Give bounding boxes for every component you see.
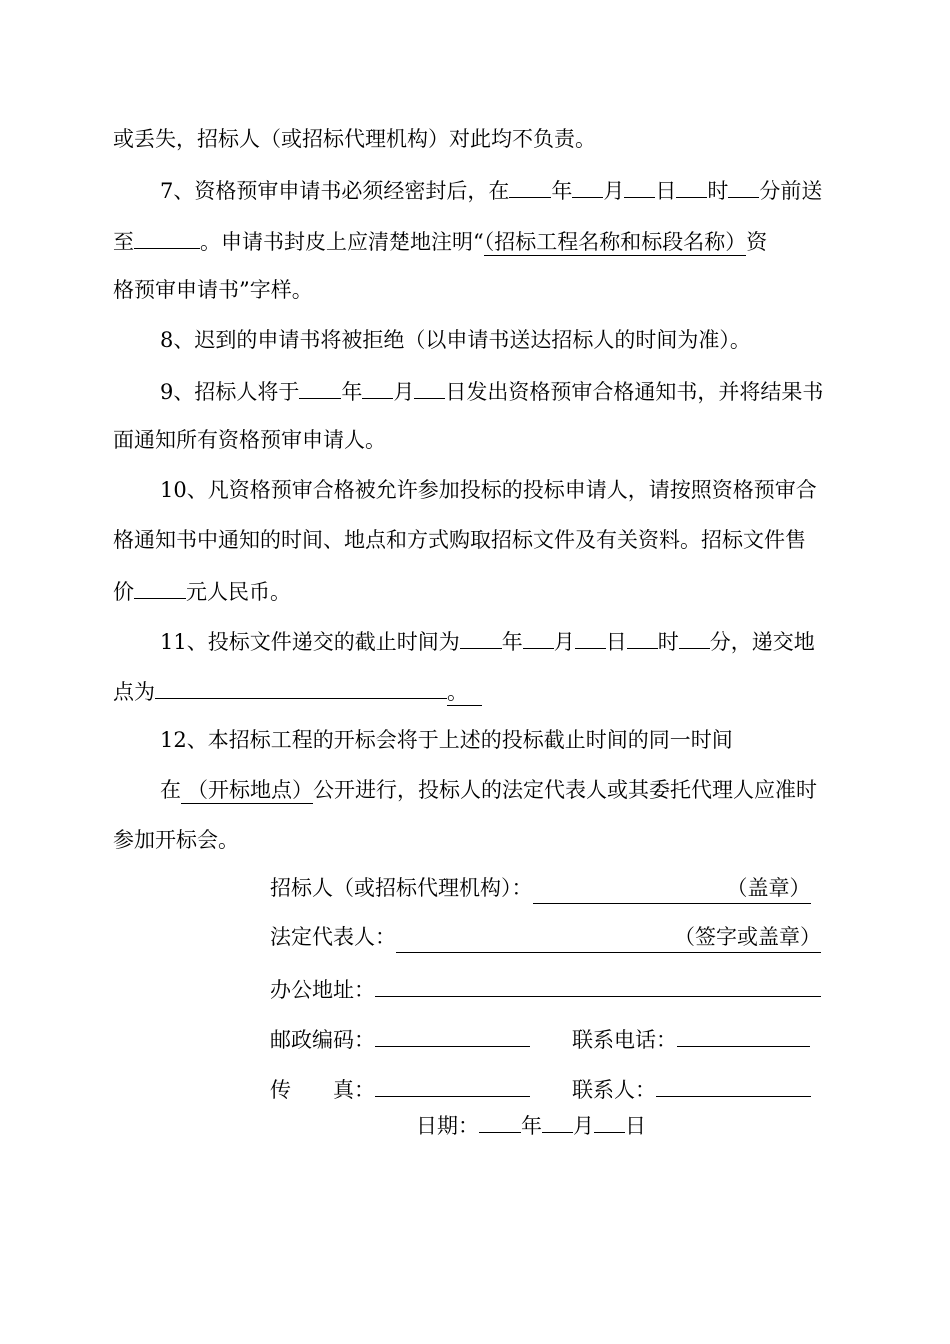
project-name-placeholder: （招标工程名称和标段名称） bbox=[483, 230, 747, 254]
item-11-line-1: 11、投标文件递交的截止时间为 年 月 日 时 分，递交地 bbox=[160, 626, 815, 656]
phone-field bbox=[677, 1024, 810, 1047]
contact-row: 联系人： bbox=[572, 1074, 811, 1104]
blank-minute bbox=[679, 626, 710, 649]
blank-month bbox=[572, 175, 603, 198]
blank-year bbox=[460, 626, 502, 649]
legal-rep-row: 法定代表人： （签字或盖章） bbox=[270, 923, 821, 953]
blank-day bbox=[414, 376, 445, 399]
postal-field bbox=[375, 1024, 530, 1047]
item-12-line-3: 参加开标会。 bbox=[113, 828, 239, 852]
blank-month bbox=[362, 376, 393, 399]
blank-year bbox=[299, 376, 341, 399]
item-10-line-2: 格通知书中通知的时间、地点和方式购取招标文件及有关资料。招标文件售 bbox=[113, 528, 806, 552]
item-10-line-1: 10、凡资格预审合格被允许参加投标的投标申请人，请按照资格预审合 bbox=[160, 478, 817, 502]
blank-hour bbox=[676, 175, 707, 198]
blank-month bbox=[542, 1110, 573, 1133]
item-7-line-1: 7、资格预审申请书必须经密封后，在 年 月 日 时 分前送 bbox=[160, 175, 822, 205]
item-9-line-2: 面通知所有资格预审申请人。 bbox=[113, 428, 386, 452]
contact-field bbox=[656, 1074, 811, 1097]
item-10-line-3: 价 元人民币。 bbox=[113, 576, 291, 606]
item-12-line-1: 12、本招标工程的开标会将于上述的投标截止时间的同一时间 bbox=[160, 728, 733, 752]
date-row: 日期： 年 月 日 bbox=[416, 1110, 646, 1140]
blank-year bbox=[509, 175, 551, 198]
blank-price bbox=[134, 576, 186, 599]
fax-field bbox=[375, 1074, 530, 1097]
item-11-line-2: 点为 。 bbox=[113, 676, 482, 706]
blank-day bbox=[575, 626, 606, 649]
blank-day bbox=[594, 1110, 625, 1133]
sign-or-seal-note: （签字或盖章） bbox=[674, 925, 821, 949]
item-8: 8、迟到的申请书将被拒绝（以申请书送达招标人的时间为准）。 bbox=[160, 328, 751, 352]
blank-hour bbox=[627, 626, 658, 649]
tenderer-row: 招标人（或招标代理机构）： （盖章） bbox=[270, 874, 811, 904]
item-9-line-1: 9、招标人将于 年 月 日发出资格预审合格通知书，并将结果书 bbox=[160, 376, 823, 406]
blank-minute bbox=[728, 175, 759, 198]
item-7-line-2: 至 。申请书封皮上应清楚地注明“（招标工程名称和标段名称）资 bbox=[113, 226, 767, 256]
address-row: 办公地址： bbox=[270, 974, 821, 1004]
item-12-line-2: 在 （开标地点）公开进行，投标人的法定代表人或其委托代理人应准时 bbox=[160, 778, 817, 802]
legal-rep-field bbox=[396, 923, 821, 953]
fax-row: 传 真： bbox=[270, 1074, 530, 1104]
paragraph-6-tail: 或丢失，招标人（或招标代理机构）对此均不负责。 bbox=[113, 127, 596, 151]
blank-month bbox=[523, 626, 554, 649]
item-7-line-3: 格预审申请书”字样。 bbox=[113, 278, 313, 302]
blank-year bbox=[479, 1110, 521, 1133]
postal-row: 邮政编码： bbox=[270, 1024, 530, 1054]
blank-location bbox=[155, 676, 447, 699]
address-field bbox=[375, 974, 821, 997]
phone-row: 联系电话： bbox=[572, 1024, 810, 1054]
blank-day bbox=[624, 175, 655, 198]
seal-note: （盖章） bbox=[726, 876, 811, 900]
opening-location-placeholder: （开标地点） bbox=[181, 778, 313, 804]
blank-location bbox=[134, 226, 200, 249]
tenderer-field bbox=[533, 874, 811, 904]
